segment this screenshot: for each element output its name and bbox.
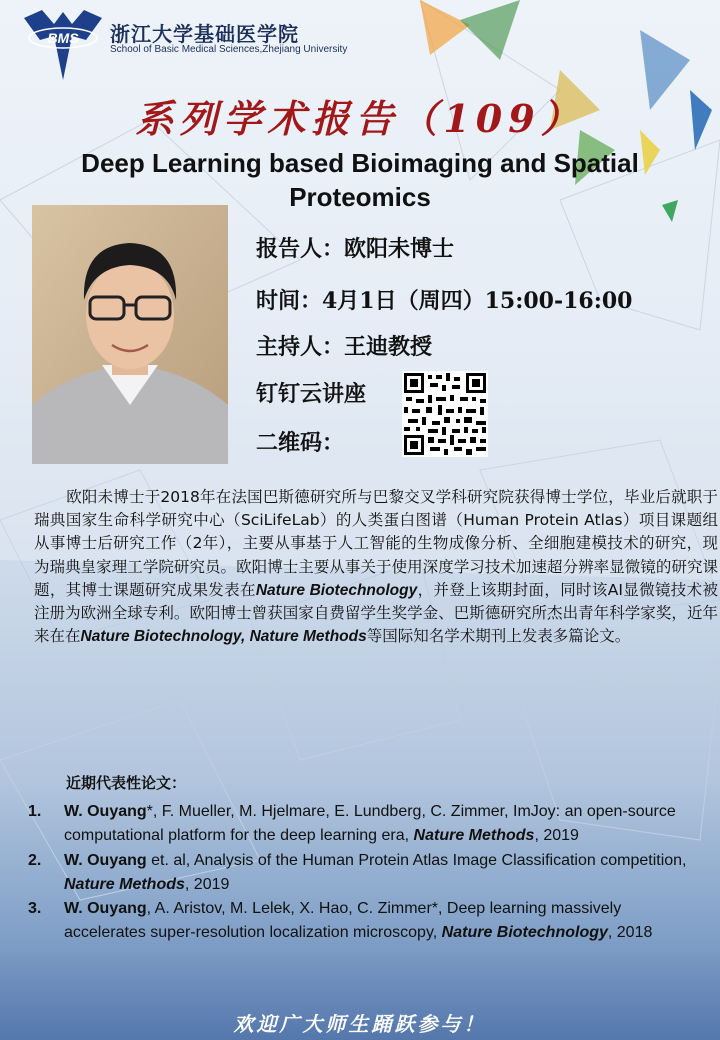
- publications-heading: 近期代表性论文：: [66, 774, 187, 792]
- publication-details: et. al, Analysis of the Human Protein Atlas Image Classification competition,: [146, 851, 687, 869]
- logo-text: BMS: [47, 30, 79, 46]
- publication-number: 3.: [28, 900, 42, 918]
- publication-year: , 2019: [184, 875, 230, 893]
- publication-item: [28, 800, 706, 849]
- speaker-biography: [34, 486, 718, 648]
- publication-list: [28, 800, 706, 946]
- publication-details: , A. Aristov, M. Lelek, X. Hao, C. Zimmer*, Deep learning massively accelerates super-resolution localization microscopy,: [64, 900, 622, 942]
- bio-journal-1: Nature Biotechnology: [255, 581, 418, 599]
- welcome-footer: 欢迎广大师生踊跃参与！: [233, 1012, 487, 1036]
- publication-journal: Nature Methods: [64, 875, 185, 893]
- qr-code-icon[interactable]: [402, 371, 488, 457]
- bio-text-3: 等国际知名学术期刊上发表多篇论文。: [366, 627, 631, 646]
- bio-text-2: ，并登上该期封面，同时该AI显微镜技术被注册为欧洲全球专利。欧阳博士曾获国家自费留学生奖学金、巴斯德研究所杰出青年科学家奖，近年来在在: [34, 580, 718, 646]
- bio-text-1: 欧阳未博士于2018年在法国巴斯德研究所与巴黎交叉学科研究院获得博士学位，毕业后就职于瑞典国家生命科学研究中心（SciLifeLab）的人类蛋白图谱（Human Protein Atlas）项目课题组从事博士后研究工作（2年），主要从事基于人工智能的生物成像分析、全细胞建模技术的研究，现为瑞典皇家理工学院研究员。欧阳博士主要从事关于使用深度学习技术加速超分辨率显微镜的研究课题，其博士课题研究成果发表在: [34, 488, 718, 599]
- platform-line: 钉钉云讲座: [256, 381, 367, 407]
- qr-label: 二维码：: [256, 430, 345, 456]
- speaker-line: 报告人：欧阳未博士: [256, 236, 455, 262]
- publication-details: *, F. Mueller, M. Hjelmare, E. Lundberg, C. Zimmer, ImJoy: an open-source computational platform for the deep learning era,: [64, 803, 676, 845]
- university-name-cn: 浙江大学基础医学院: [110, 22, 299, 46]
- university-name-en: School of Basic Medical Sciences,Zhejiang University: [110, 44, 348, 55]
- publication-year: , 2018: [607, 924, 653, 942]
- publication-journal: Nature Methods: [413, 827, 535, 845]
- publication-year: , 2019: [534, 827, 579, 845]
- publication-item: [28, 849, 706, 898]
- publication-journal: Nature Biotechnology: [441, 924, 608, 942]
- publication-author: W. Ouyang: [64, 803, 147, 820]
- host-line: 主持人：王迪教授: [256, 334, 433, 360]
- publication-number: 2.: [28, 851, 42, 869]
- time-line: 时间：4月1日（周四）15:00-16:00: [256, 288, 633, 314]
- publication-author: W. Ouyang: [64, 851, 147, 869]
- publication-author: W. Ouyang: [64, 900, 147, 918]
- bms-logo-icon: [20, 8, 106, 82]
- speaker-photo: [32, 205, 228, 464]
- series-title: 系列学术报告（109）: [135, 96, 585, 141]
- publication-number: 1.: [28, 803, 42, 820]
- bio-journal-2: Nature Biotechnology, Nature Methods: [80, 628, 367, 646]
- header: [0, 0, 720, 90]
- talk-title: Deep Learning based Bioimaging and Spatial Proteomics: [81, 148, 639, 212]
- publication-item: [28, 897, 706, 946]
